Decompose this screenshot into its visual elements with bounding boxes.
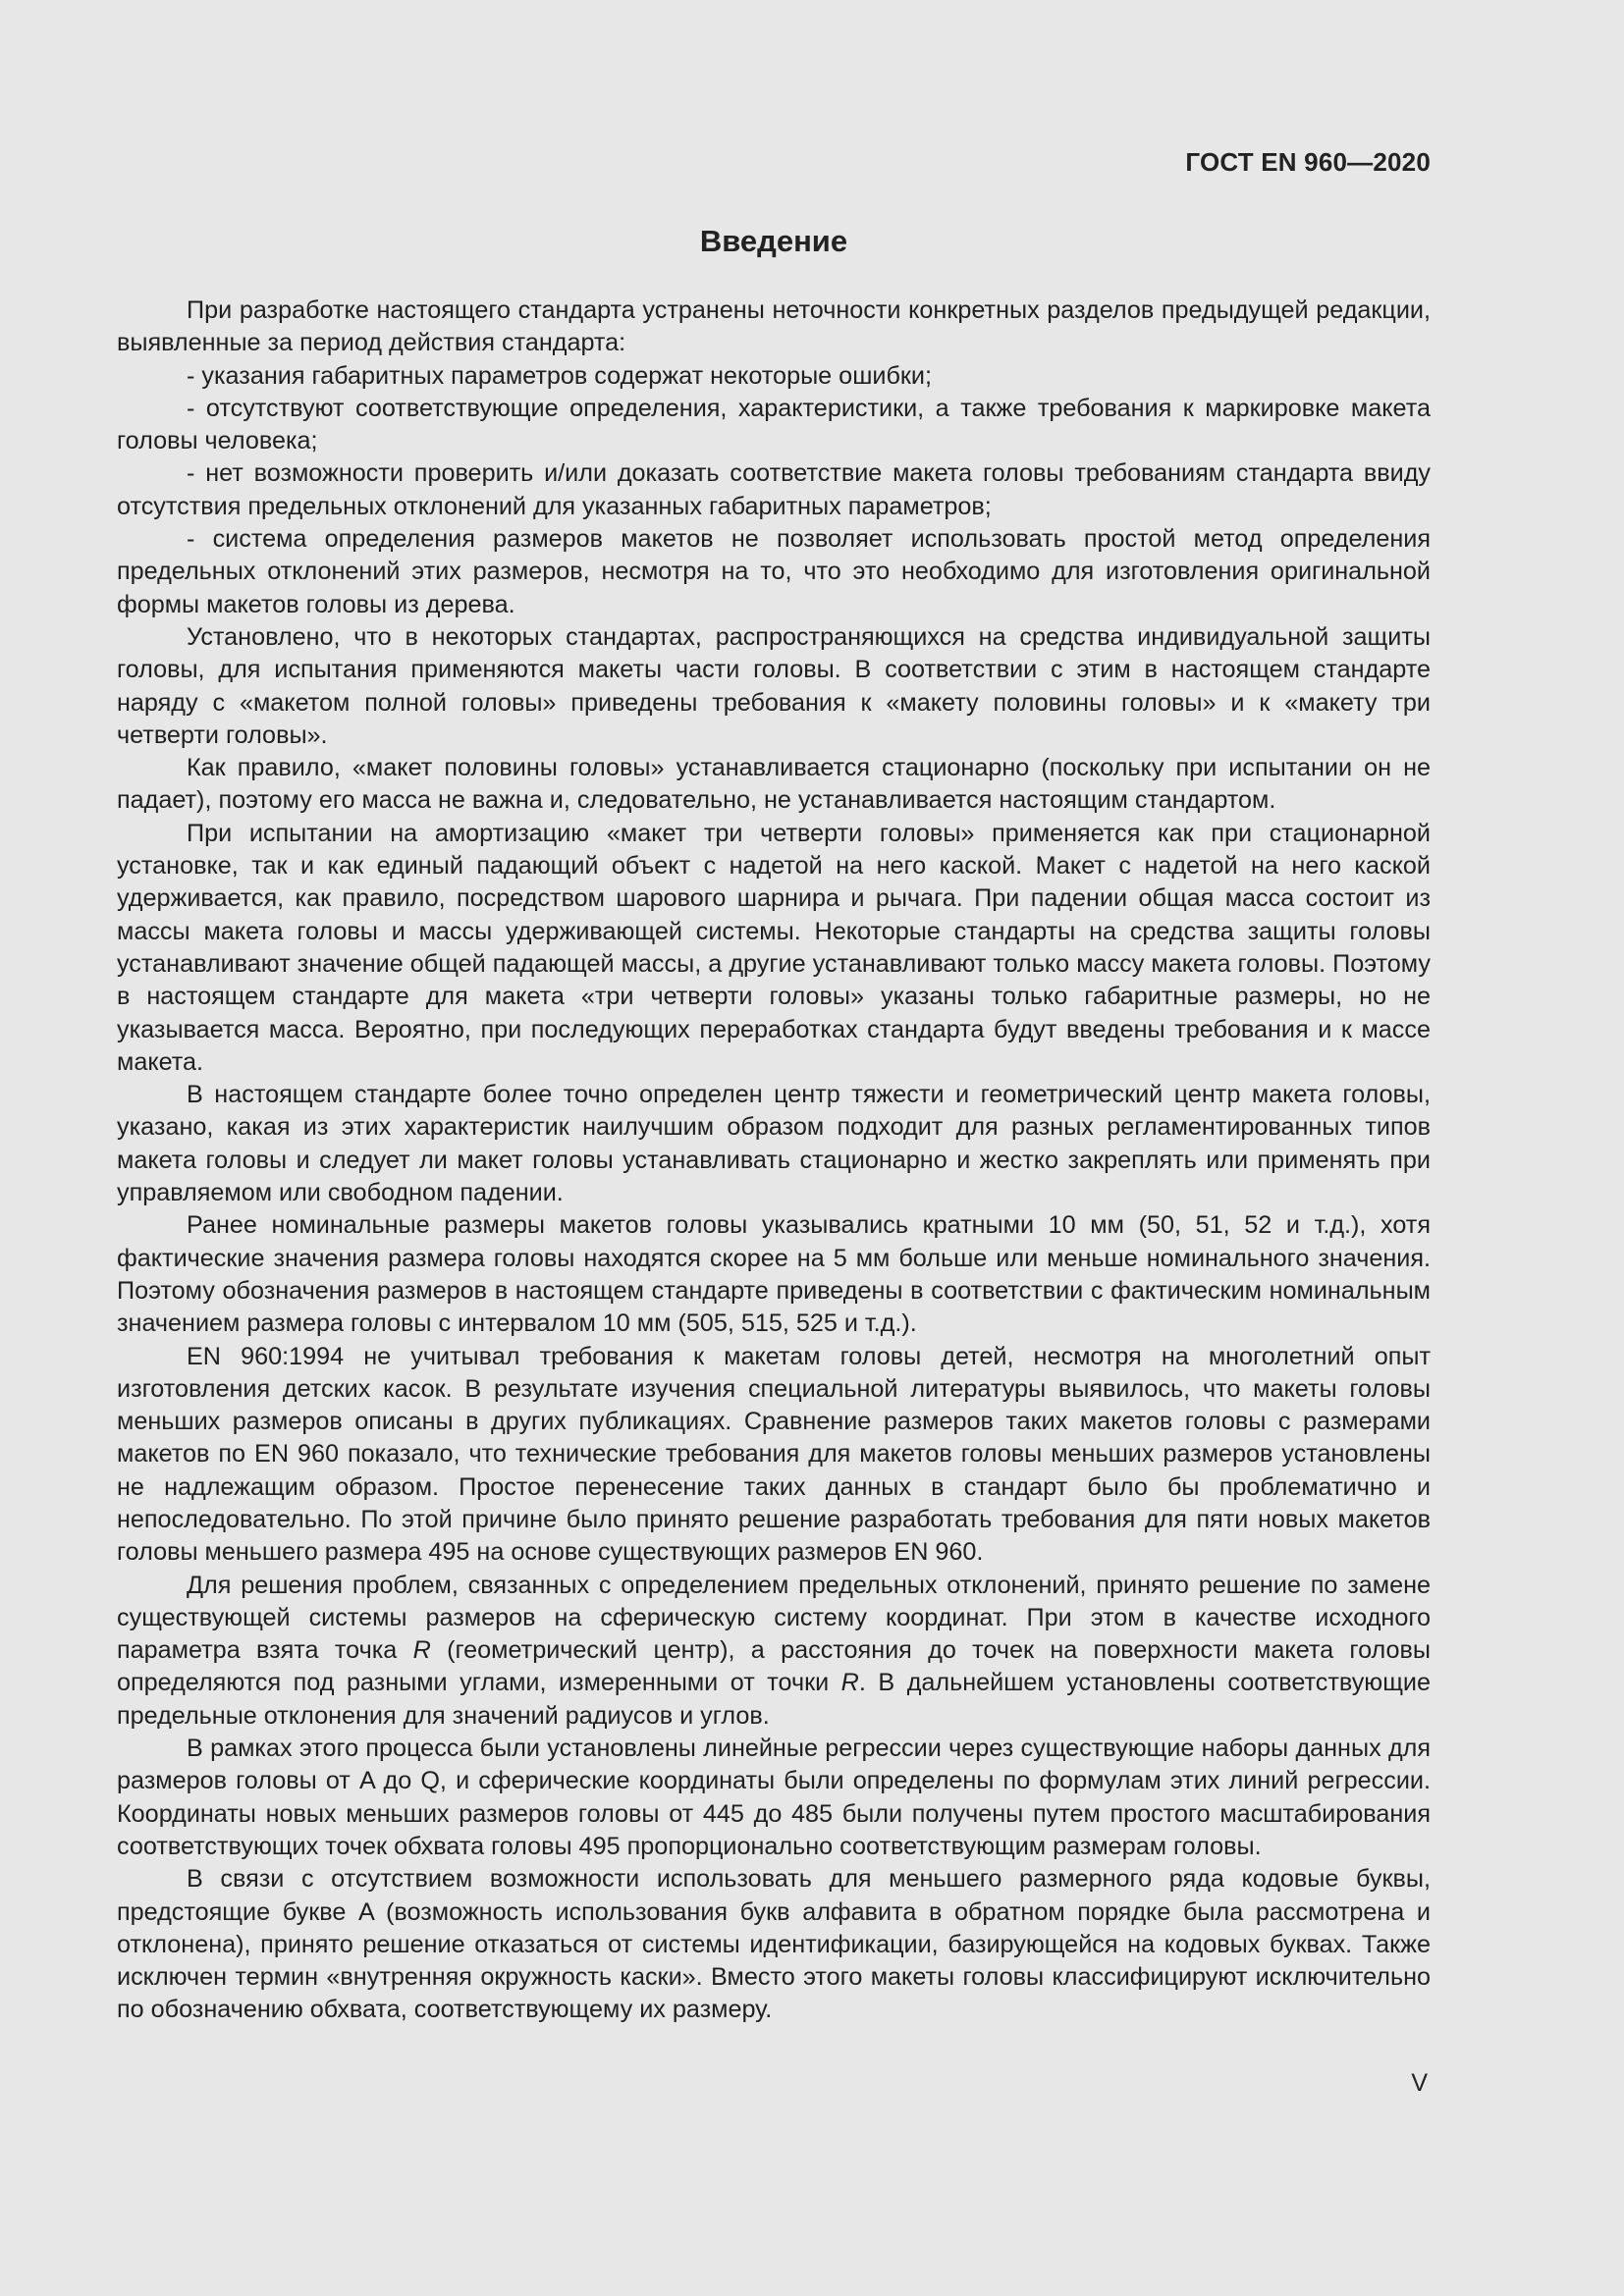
section-title: Введение <box>699 224 848 258</box>
document-code-header: ГОСТ EN 960—2020 <box>1185 147 1431 177</box>
paragraph: Установлено, что в некоторых стандартах, распространяющихся на средства индивидуальной защиты головы, для испытания применяются макеты части головы. В соответствии с этим в настоящем стандарте наряду с «макетом полной головы» приведены требования к «макету половины головы» и к «макету три четверти головы». <box>117 622 1431 749</box>
paragraph-segment: Для решения проблем, связанных с определением предельных отклонений, принято решение по замене существующей системы размеров на сферическую систему координат. При этом в качестве исходного параметра взята точка <box>117 1571 1431 1665</box>
document-page <box>117 0 1431 2296</box>
paragraph: При испытании на амортизацию «макет три четверти головы» применяется как при стационарной установке, так и как единый падающий объект с надетой на него каской. Макет с надетой на него каской удерживается, как правило, посредством шарового шарнира и рычага. При падении общая масса состоит из массы макета головы и массы удерживающей системы. Некоторые стандарты на средства защиты головы устанавливают значение общей падающей массы, а другие устанавливают только массу макета головы. Поэтому в настоящем стандарте для макета «три четверти головы» указаны только габаритные размеры, но не указывается масса. Вероятно, при последующих переработках стандарта будут введены требования и к массе макета. <box>117 819 1431 1076</box>
paragraph-with-point-r <box>117 1570 1431 1733</box>
paragraph: При разработке настоящего стандарта устранены неточности конкретных разделов предыдущей редакции, выявленные за период действия стандарта: <box>117 296 1431 357</box>
paragraph: В связи с отсутствием возможности использовать для меньшего размерного ряда кодовые буквы, предстоящие букве A (возможность использования букв алфавита в обратном порядке была рассмотрена и отклонена), принято решение отказаться от системы идентификации, базирующейся на кодовых буквах. Также исключен термин «внутренняя окружность каски». Вместо этого макеты головы классифицируют исключительно по обозначению обхвата, соответствующему их размеру. <box>117 1865 1431 2024</box>
list-item: - отсутствуют соответствующие определения, характеристики, а также требования к маркировке макета головы человека; <box>117 394 1431 455</box>
paragraph-segment: (геометрический центр), а расстояния до точек на поверхности макета головы определяются под разными углами, измеренными от точки <box>117 1636 1431 1697</box>
point-r-symbol: R <box>840 1669 859 1697</box>
paragraph: EN 960:1994 не учитывал требования к макетам головы детей, несмотря на многолетний опыт изготовления детских касок. В результате изучения специальной литературы выявилось, что макеты головы меньших размеров описаны в других публикациях. Сравнение размеров таких макетов головы с размерами макетов по EN 960 показало, что технические требования для макетов головы меньших размеров установлены не надлежащим образом. Простое перенесение таких данных в стандарт было бы проблематично и непоследовательно. По этой причине было принято решение разработать требования для пяти новых макетов головы меньшего размера 495 на основе существующих размеров EN 960. <box>117 1342 1431 1567</box>
paragraph: Ранее номинальные размеры макетов головы указывались кратными 10 мм (50, 51, 52 и т.д.), хотя фактические значения размера головы находятся скорее на 5 мм больше или меньше номинального значения. Поэтому обозначения размеров в настоящем стандарте приведены в соответствии с фактическим номинальным значением размера головы с интервалом 10 мм (505, 515, 525 и т.д.). <box>117 1211 1431 1338</box>
page-number: V <box>1411 2069 1428 2097</box>
paragraph: Как правило, «макет половины головы» устанавливается стационарно (поскольку при испытании он не падает), поэтому его масса не важна и, следовательно, не устанавливается настоящим стандартом. <box>117 754 1431 815</box>
list-item: - система определения размеров макетов не позволяет использовать простой метод определения предельных отклонений этих размеров, несмотря на то, что это необходимо для изготовления оригинальной формы макетов головы из дерева. <box>117 525 1431 618</box>
list-item: - нет возможности проверить и/или доказать соответствие макета головы требованиям стандарта ввиду отсутствия предельных отклонений для указанных габаритных параметров; <box>117 459 1431 520</box>
introduction-body <box>117 294 1431 2027</box>
paragraph: В настоящем стандарте более точно определен центр тяжести и геометрический центр макета головы, указано, какая из этих характеристик наилучшим образом подходит для разных регламентированных типов макета головы и следует ли макет головы устанавливать стационарно и жестко закреплять или применять при управляемом или свободном падении. <box>117 1081 1431 1207</box>
paragraph-segment: . В дальнейшем установлены соответствующие предельные отклонения для значений радиусов и углов. <box>117 1669 1431 1730</box>
point-r-symbol: R <box>412 1636 431 1665</box>
list-item: - указания габаритных параметров содержат некоторые ошибки; <box>187 361 932 390</box>
paragraph: В рамках этого процесса были установлены линейные регрессии через существующие наборы данных для размеров головы от A до Q, и сферические координаты были определены по формулам этих линий регрессии. Координаты новых меньших размеров головы от 445 до 485 были получены путем простого масштабирования соответствующих точек обхвата головы 495 пропорционально соответствующим размерам головы. <box>117 1735 1431 1860</box>
